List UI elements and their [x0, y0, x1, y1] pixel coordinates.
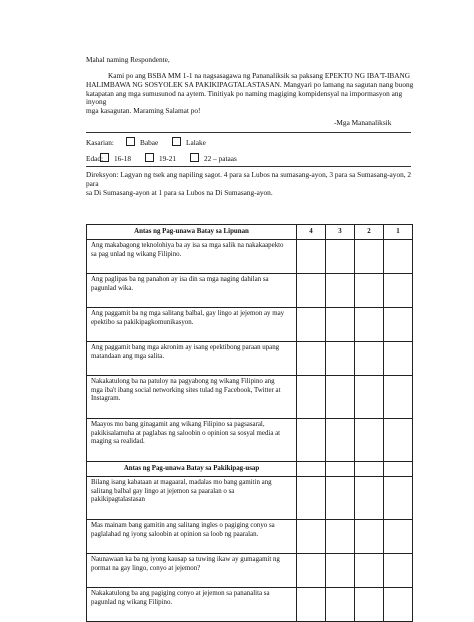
empty-header-cell — [326, 462, 355, 477]
section-header-row — [87, 225, 413, 240]
statement-line: sa pag unlad ng wikang Filipino. — [91, 250, 182, 258]
statement-cell — [87, 240, 297, 274]
rating-cell-3[interactable] — [326, 520, 355, 554]
rating-cell-1[interactable] — [384, 240, 413, 274]
rating-cell-2[interactable] — [355, 588, 384, 622]
rating-cell-3[interactable] — [326, 554, 355, 588]
option-age-16-18: 16-18 — [114, 154, 132, 163]
directions-line: Direksyon: Lagyan ng tsek ang napiling sagot. 4 para sa Lubos na sumasang-ayon, 3 para sa Sumasang-ayon, 2 para — [86, 170, 412, 188]
section-header-row — [87, 462, 413, 477]
section-title: Antas ng Pag-unawa Batay sa Lipunan — [87, 225, 297, 240]
statement-line: Ang makabagong teknolohiya ba ay isa sa mga salik na nakakaapekto — [91, 242, 284, 249]
scale-header-3: 3 — [326, 225, 355, 240]
rating-cell-2[interactable] — [355, 520, 384, 554]
checkbox-age-16-18[interactable] — [100, 153, 109, 162]
statement-line: pormat na gay lingo, conyo at jejemon? — [91, 564, 201, 572]
directions-line: sa Di Sumasang-ayon at 1 para sa Lubos na Di Sumasang-ayon. — [86, 187, 273, 197]
empty-header-cell — [384, 462, 413, 477]
statement-line: mga iba't ibang social networking sites tulad ng Facebook, Twitter at — [91, 386, 281, 394]
rating-cell-2[interactable] — [355, 240, 384, 274]
statement-cell — [87, 342, 297, 376]
rating-cell-3[interactable] — [326, 477, 355, 520]
statement-cell — [87, 520, 297, 554]
rating-cell-2[interactable] — [355, 342, 384, 376]
statement-line: Ang paglipas ba ng panahon ay isa din sa mga naging dahilan sa — [91, 276, 269, 283]
scale-header-1: 1 — [384, 225, 413, 240]
statement-line: matandaan ang mga salita. — [91, 352, 165, 360]
checkbox-babae[interactable] — [126, 137, 135, 146]
rating-cell-3[interactable] — [326, 308, 355, 342]
statement-line: Ang paggamit bang mga akronim ay isang epektibong paraan upang — [91, 344, 280, 351]
rating-cell-4[interactable] — [297, 240, 326, 274]
statement-line: Naunawaan ka ba ng iyong kausap sa tuwing ikaw ay gumagamit ng — [91, 556, 280, 563]
greeting: Mahal naming Respondente, — [86, 55, 170, 64]
option-babae: Babae — [140, 138, 159, 147]
divider — [86, 166, 411, 167]
rating-cell-4[interactable] — [297, 419, 326, 462]
directions — [86, 171, 416, 197]
intro-line: mga kasagutan. Maraming Salamat po! — [86, 106, 201, 116]
statement-cell — [87, 376, 297, 419]
empty-header-cell — [297, 462, 326, 477]
rating-cell-1[interactable] — [384, 419, 413, 462]
statement-cell — [87, 308, 297, 342]
statement-line: Nakakatulong ba na patuloy na pagyabong ng wikang Filipino ang — [91, 378, 275, 385]
rating-cell-2[interactable] — [355, 554, 384, 588]
statement-line: epektibo sa pakikipagkomunikasyon. — [91, 318, 194, 326]
table-row — [87, 376, 413, 419]
rating-cell-2[interactable] — [355, 419, 384, 462]
rating-cell-1[interactable] — [384, 376, 413, 419]
scale-header-4: 4 — [297, 225, 326, 240]
option-age-19-21: 19-21 — [159, 154, 177, 163]
statement-cell — [87, 588, 297, 622]
intro-line: Kami po ang BSBA MM 1-1 na nagsasagawa ng Pananaliksik sa paksang EPEKTO NG IBA'T-IBANG — [108, 71, 411, 80]
rating-cell-1[interactable] — [384, 477, 413, 520]
statement-line: paglalahad ng iyong saloobin at opinion sa loob ng paaralan. — [91, 530, 259, 538]
rating-cell-2[interactable] — [355, 308, 384, 342]
intro-paragraph — [86, 72, 416, 116]
rating-cell-4[interactable] — [297, 520, 326, 554]
statement-cell — [87, 274, 297, 308]
checkbox-age-19-21[interactable] — [145, 153, 154, 162]
rating-cell-2[interactable] — [355, 376, 384, 419]
rating-cell-4[interactable] — [297, 342, 326, 376]
rating-cell-3[interactable] — [326, 240, 355, 274]
table-row — [87, 342, 413, 376]
option-lalake: Lalake — [186, 138, 206, 147]
rating-table — [86, 224, 413, 622]
section-title: Antas ng Pag-unawa Batay sa Pakikipag-usap — [87, 462, 297, 477]
checkbox-age-22-up[interactable] — [190, 153, 199, 162]
table-row — [87, 274, 413, 308]
statement-line: pagunlad ng wikang Filipino. — [91, 598, 173, 606]
statement-line: salitang balbal gay lingo at jejemon sa paaralan o sa — [91, 487, 235, 495]
statement-line: Instagram. — [91, 395, 121, 402]
rating-cell-1[interactable] — [384, 274, 413, 308]
rating-cell-3[interactable] — [326, 588, 355, 622]
table-row — [87, 308, 413, 342]
rating-cell-2[interactable] — [355, 477, 384, 520]
statement-line: Bilang isang kabataan at magaaral, madalas mo bang gamitin ang — [91, 479, 272, 486]
table-row — [87, 554, 413, 588]
rating-cell-1[interactable] — [384, 308, 413, 342]
option-age-22-up: 22 – pataas — [204, 154, 237, 163]
statement-line: maging sa realidad. — [91, 438, 145, 445]
table-row — [87, 520, 413, 554]
rating-cell-1[interactable] — [384, 520, 413, 554]
sex-label: Kasarian: — [86, 138, 114, 147]
rating-cell-4[interactable] — [297, 376, 326, 419]
statement-cell — [87, 419, 297, 462]
rating-cell-4[interactable] — [297, 274, 326, 308]
table-row — [87, 419, 413, 462]
table-row — [87, 240, 413, 274]
rating-cell-1[interactable] — [384, 588, 413, 622]
signature: -Mga Mananaliksik — [334, 118, 392, 127]
statement-line: Mas mainam bang gamitin ang salitang ingles o pagiging conyo sa — [91, 522, 275, 529]
statement-line: pakikisalamuha at paglabas ng saloobin o opinion sa sosyal media at — [91, 429, 281, 437]
divider — [86, 132, 411, 133]
table-row — [87, 477, 413, 520]
rating-cell-4[interactable] — [297, 588, 326, 622]
rating-cell-3[interactable] — [326, 342, 355, 376]
intro-line: katapatan ang mga sumusunod na aytem. Tinitiyak po naming magiging kompidensyal na impormasyon ang inyong — [86, 88, 403, 107]
rating-cell-3[interactable] — [326, 376, 355, 419]
statement-line: Maayos mo bang ginagamit ang wikang Filipino sa pagsasaral, — [91, 421, 265, 428]
rating-cell-3[interactable] — [326, 419, 355, 462]
statement-line: pakikipagtalastasan — [91, 496, 145, 503]
statement-line: Nakakatulong ba ang pagiging conyo at jejemon sa pananalita sa — [91, 590, 270, 597]
rating-cell-1[interactable] — [384, 342, 413, 376]
rating-cell-4[interactable] — [297, 308, 326, 342]
age-label: Edad: — [86, 154, 104, 163]
scale-header-2: 2 — [355, 225, 384, 240]
table-row — [87, 588, 413, 622]
rating-cell-4[interactable] — [297, 477, 326, 520]
rating-cell-4[interactable] — [297, 554, 326, 588]
statement-cell — [87, 554, 297, 588]
statement-line: Ang paggamit ba ng mga salitang balbal, gay lingo at jejemon ay may — [91, 310, 285, 317]
statement-line: pagunlad wika. — [91, 284, 134, 292]
rating-cell-1[interactable] — [384, 554, 413, 588]
intro-line: HALIMBAWA NG SOSYOLEK SA PAKIKIPAGTALASTASAN. Mangyari po lamang na sagutan nang buong — [86, 79, 414, 89]
rating-cell-3[interactable] — [326, 274, 355, 308]
statement-cell — [87, 477, 297, 520]
checkbox-lalake[interactable] — [172, 137, 181, 146]
empty-header-cell — [355, 462, 384, 477]
rating-cell-2[interactable] — [355, 274, 384, 308]
